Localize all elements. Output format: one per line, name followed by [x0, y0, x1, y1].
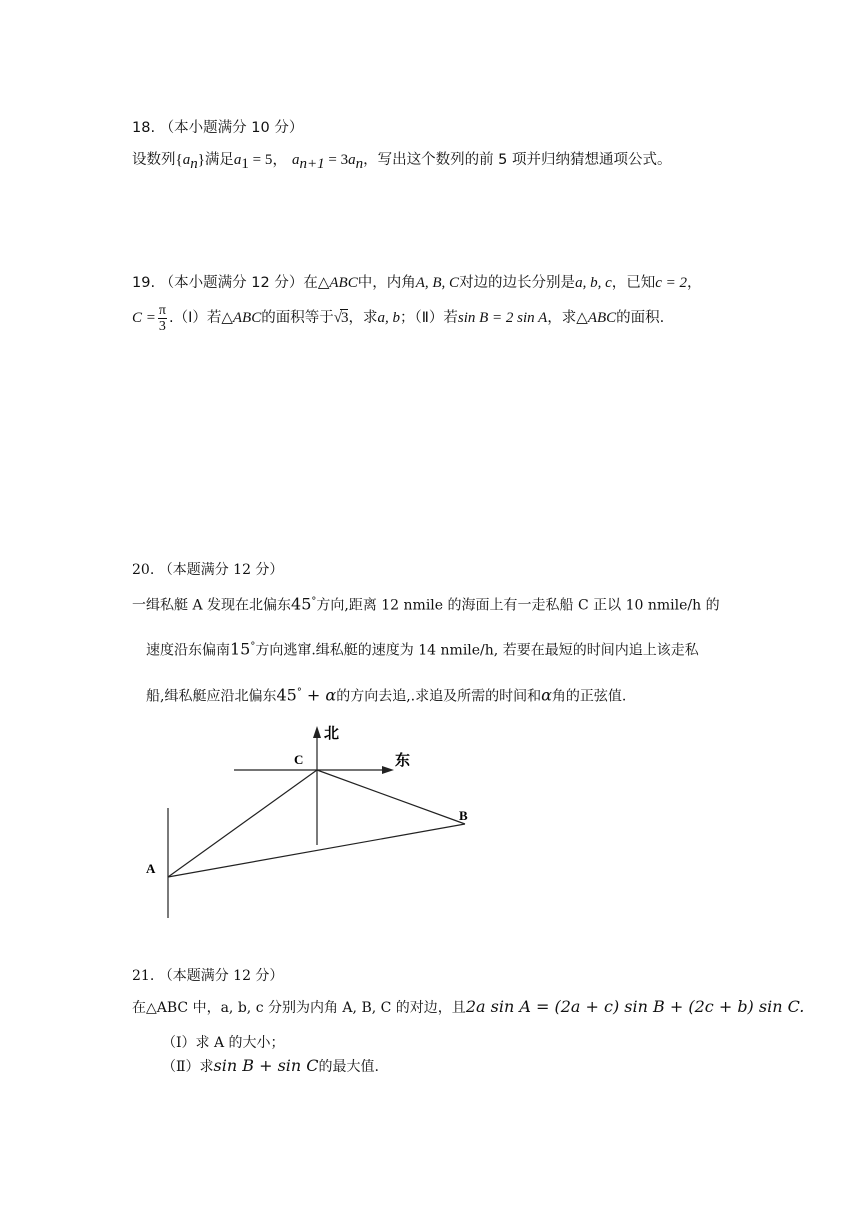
q19-tri3: △ABC [576, 310, 617, 326]
q21-equation: 2a sin A = (2a + c) sin B + (2c + b) sin C. [465, 997, 805, 1016]
north-arrowhead [313, 726, 321, 738]
q19-tri2: △ABC [221, 310, 262, 326]
q20-l1b: 方向,距离 12 nmile 的海面上有一走私船 C 正以 10 nmile/h 的 [316, 597, 720, 614]
q20-l3c: 角的正弦值. [551, 688, 627, 705]
q21-header: 21. （本题满分 12 分） [132, 968, 284, 984]
q18-header: 18. （本小题满分 10 分） [132, 120, 304, 136]
q21-line1 [132, 997, 804, 1018]
q21-p2-expr: sin B + sin C [213, 1056, 319, 1075]
q19-l1b: 中，内角 [357, 275, 416, 291]
q19-angles: A, B, C [415, 275, 460, 291]
q18-rec-sub2: n [355, 155, 364, 172]
q21-part1: （Ⅰ）求 A 的大小； [162, 1035, 285, 1051]
q19-sqrt-sym: √ [333, 310, 342, 326]
q20-l2-deg: 15 [230, 639, 251, 659]
q20-l1a: 一缉私艇 A 发现在北偏东 [132, 597, 292, 614]
east-label: 东 [395, 753, 411, 769]
q20-l3-alpha: α [541, 685, 552, 705]
q21-part2 [162, 1056, 379, 1077]
q19-l2e: ，求 [547, 310, 577, 326]
q18-a1-var: a [233, 152, 242, 168]
q19-l2a: .（Ⅰ）若 [168, 310, 222, 326]
q19-l2f: 的面积. [616, 310, 665, 326]
north-label: 北 [324, 726, 340, 742]
q18-set-open: { [175, 152, 183, 168]
q18-t1: 设数列 [132, 152, 176, 168]
q20-l2-sup: ° [250, 641, 256, 652]
point-A-label: A [146, 861, 156, 876]
q20-l2a: 速度沿东偏南 [146, 642, 230, 659]
q18-rec-var2: a [348, 152, 356, 168]
q20-l2b: 方向逃窜.缉私艇的速度为 14 nmile/h, 若要在最短的时间内追上该走私 [255, 642, 699, 659]
q18-set-var: a [182, 152, 191, 168]
q19-c-eq: c = 2 [655, 275, 688, 291]
q18-rec-var: a [291, 152, 300, 168]
q18-a1-sub: 1 [241, 155, 249, 172]
point-C-label: C [294, 752, 304, 767]
q19-C-lhs: C = [132, 310, 156, 326]
q19-frac-num: π [158, 302, 166, 318]
q19-ab: a, b [377, 310, 400, 326]
q19-l1a: 19. （本小题满分 12 分）在 [132, 275, 318, 291]
q19-l1e: ， [687, 275, 702, 291]
q18-rec-eq: = 3 [324, 152, 349, 168]
q19-l2b: 的面积等于 [261, 310, 334, 326]
point-B-label: B [459, 808, 468, 823]
q18-t3: ，写出这个数列的前 5 项并归纳猜想通项公式。 [363, 152, 672, 168]
q20-l1-sup: ° [311, 596, 317, 607]
q20-l3b: 的方向去追,.求追及所需的时间和 [336, 688, 542, 705]
q18-a1-rest: = 5， [248, 152, 288, 168]
q20-l1-deg: 45 [291, 594, 312, 614]
q20-header: 20. （本题满分 12 分） [132, 562, 284, 578]
east-arrowhead [382, 766, 394, 774]
q18-rec-sub: n+1 [299, 155, 325, 172]
q21-l1a: 在△ABC 中，a, b, c 分别为内角 A, B, C 的对边，且 [132, 1000, 466, 1016]
segment-AC [168, 770, 317, 877]
q20-l3a: 船,缉私艇应沿北偏东 [146, 688, 277, 705]
q19-tri1: △ABC [317, 275, 358, 291]
q20-l3-sup: ° [296, 687, 302, 698]
segment-CB [317, 770, 465, 824]
q19-sides: a, b, c [575, 275, 612, 291]
q21-p2a: （Ⅱ）求 [162, 1059, 214, 1075]
q18-t2: 满足 [204, 152, 234, 168]
q18-set-sub: n [190, 155, 198, 172]
q19-l1d: ，已知 [611, 275, 656, 291]
q19-l1c: 对边的边长分别是 [459, 275, 576, 291]
q21-p2b: 的最大值. [318, 1059, 379, 1075]
q19-sqrt-arg: 3 [340, 310, 349, 326]
q18-set-close: } [197, 152, 205, 168]
q19-l2d: ；（Ⅱ）若 [399, 310, 458, 326]
q19-frac-den: 3 [158, 318, 166, 334]
q19-l2c: ，求 [348, 310, 378, 326]
q20-l3-plus: + α [301, 685, 337, 705]
q20-l3-deg: 45 [276, 685, 297, 705]
q19-cond: sin B = 2 sin A [457, 310, 548, 326]
